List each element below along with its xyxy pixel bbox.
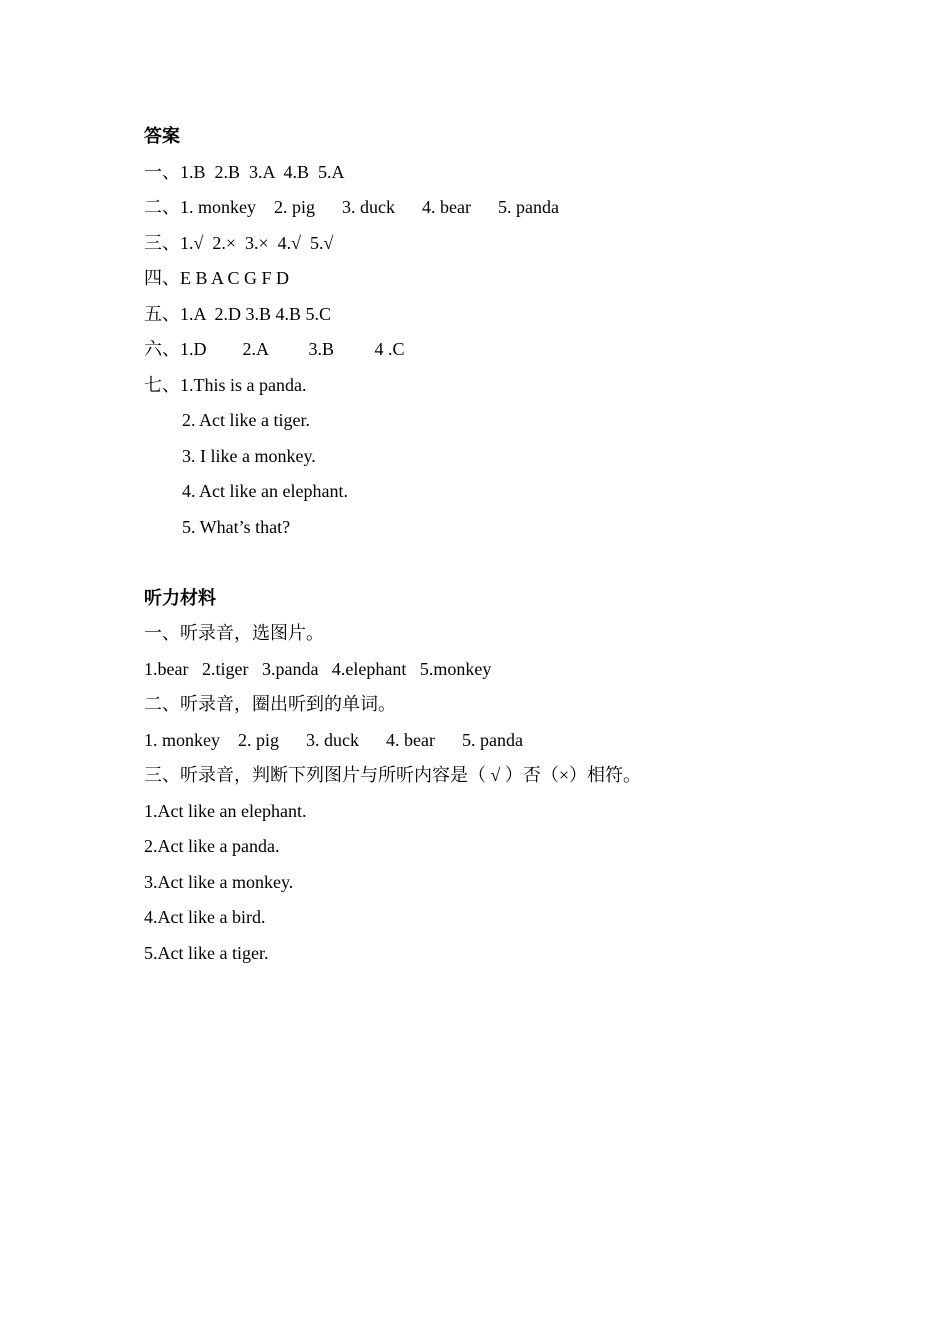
listening-line-5: 三、听录音，判断下列图片与所听内容是（ √ ）否（×）相符。 (144, 765, 642, 785)
listening-heading: 听力材料 (144, 587, 216, 608)
answer-line-3: 三、1.√ 2.× 3.× 4.√ 5.√ (144, 232, 334, 253)
listening-line-4: 1. monkey 2. pig 3. duck 4. bear 5. panda (144, 729, 523, 750)
section7-item-2: 2. Act like a tiger. (182, 410, 310, 430)
listening-line-9: 4.Act like a bird. (144, 907, 266, 927)
answer-line-4: 四、E B A C G F D (144, 268, 290, 288)
section7-item-5: 5. What’s that? (182, 516, 291, 537)
answer-line-5: 五、1.A 2.D 3.B 4.B 5.C (144, 303, 332, 324)
listening-line-3: 二、听录音，圈出听到的单词。 (144, 694, 396, 714)
answer-line-6: 六、1.D 2.A 3.B 4 .C (144, 339, 405, 359)
answers-heading: 答案 (144, 126, 180, 146)
section7-item-4: 4. Act like an elephant. (182, 481, 348, 501)
listening-line-1: 一、听录音，选图片。 (144, 623, 324, 643)
section7-item-3: 3. I like a monkey. (182, 445, 316, 466)
section-spacer (144, 545, 844, 581)
answer-line-1: 一、1.B 2.B 3.A 4.B 5.A (144, 161, 345, 182)
listening-line-10: 5.Act like a tiger. (144, 942, 269, 963)
document-page (144, 119, 844, 971)
listening-line-7: 2.Act like a panda. (144, 836, 280, 856)
listening-line-6: 1.Act like an elephant. (144, 800, 307, 821)
listening-line-2: 1.bear 2.tiger 3.panda 4.elephant 5.monkey (144, 658, 492, 679)
answer-line-7: 七、1.This is a panda. (144, 374, 307, 395)
answer-line-2: 二、1. monkey 2. pig 3. duck 4. bear 5. panda (144, 197, 559, 217)
listening-line-8: 3.Act like a monkey. (144, 871, 294, 892)
